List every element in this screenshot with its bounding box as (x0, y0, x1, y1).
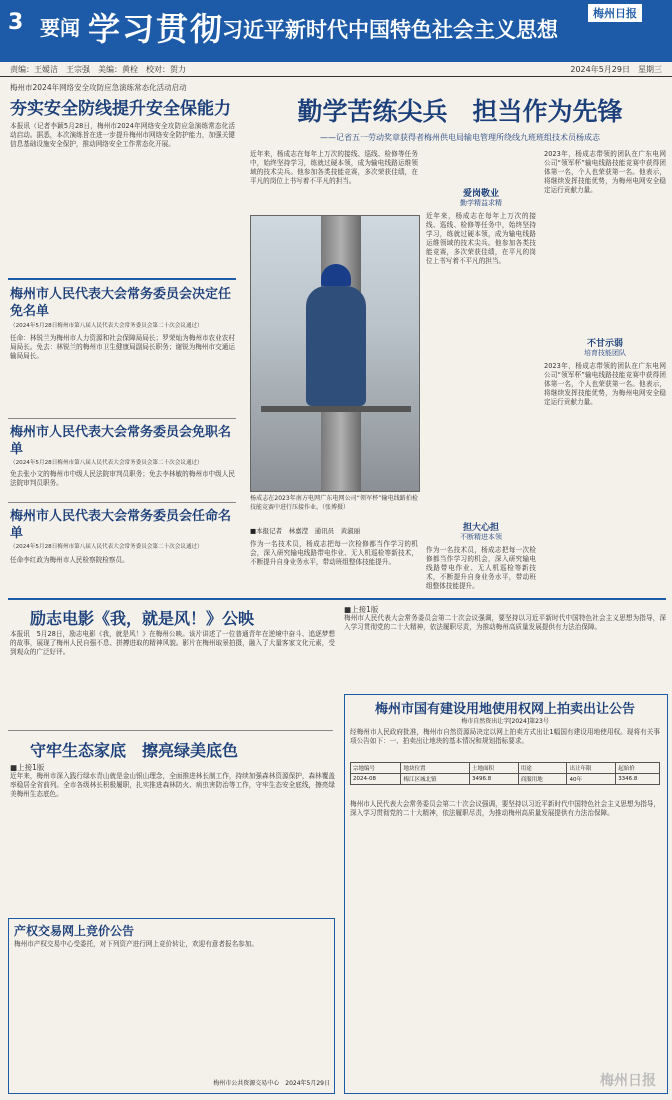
sub1-title: 爱岗敬业 (462, 189, 499, 199)
lead-body-col2b: 作为一名技术员，杨成志把每一次检修都当作学习的机会，深入研究输电线路带电作业、无人机巡检等新技术，不断提升自身业务水平，带动班组整体技能提升。 (426, 546, 536, 590)
watermark: 梅州日报 (600, 1073, 656, 1089)
table-cell: 3346.8 (616, 774, 660, 785)
auction-headline: 产权交易网上竞价公告 (14, 924, 135, 938)
divider (8, 418, 236, 419)
divider (8, 278, 236, 280)
film-headline: 励志电影《我，就是风！》公映 (30, 609, 255, 628)
ecology-headline: 守牢生态家底 擦亮绿美底色 (30, 741, 239, 760)
worker-helmet-shape (321, 264, 351, 286)
lead-body-col3: 2023年，杨成志带领的团队在广东电网公司“领军杯”输电线路技能竞赛中获得团体第一名，个人也荣获第一名。他表示，将继续发挥技能优势，为梅州电网安全稳定运行贡献力量。 (544, 150, 666, 194)
appoint3-note: （2024年5月28日梅州市第八届人民代表大会常务委员会第二十次会议通过） (10, 544, 203, 550)
land-body: 经梅州市人民政府批准，梅州市自然资源局决定以网上拍卖方式出让1幅国有建设用地使用权。现将有关事项公告如下：一、拍卖出让地块的基本情况和规划指标要求。 (350, 728, 660, 745)
lead-byline: ■本报记者 林嘉滢 通讯员 黄淑丽 (250, 527, 361, 535)
lead-body-col3b: 2023年，杨成志带领的团队在广东电网公司“领军杯”输电线路技能竞赛中获得团体第一名，个人也荣获第一名。他表示，将继续发挥技能优势，为梅州电网安全稳定运行贡献力量。 (544, 362, 666, 406)
page-banner (0, 0, 672, 62)
appoint3-body: 任命李红政为梅州市人民检察院检察员。 (10, 556, 129, 564)
sub2-title: 不甘示弱 (586, 339, 623, 349)
table-cell: 起始价 (616, 763, 660, 774)
film-body: 本报讯 5月28日，励志电影《我，就是风！》在梅州公映。该片讲述了一位普通青年在逆境中奋斗、追逐梦想的故事，展现了梅州人民自强不息、拼搏进取的精神风貌。影片在梅州取景拍摄，融入了大量客家文化元素，受到观众的广泛好评。 (10, 630, 335, 656)
continue-kicker: ■上接1版 (344, 605, 379, 614)
page-number: 3 (8, 10, 24, 35)
table-cell: 梅江区城北镇 (401, 774, 470, 785)
divider (8, 730, 333, 731)
lead-photo (250, 215, 420, 492)
land-body-detail: 梅州市人民代表大会常务委员会第二十次会议强调，要坚持以习近平新时代中国特色社会主义思想为指导，深入学习贯彻党的二十大精神，依法履职尽责，为推动梅州高质量发展提供有力法治保障。 (350, 800, 660, 817)
lead-headline: 勤学苦练尖兵 担当作为先锋 (297, 97, 623, 126)
divider (8, 598, 666, 600)
appoint2-note: （2024年5月28日梅州市第八届人民代表大会常务委员会第二十次会议通过） (10, 460, 203, 466)
appoint3-headline: 梅州市人民代表大会常务委员会任命名单 (10, 509, 232, 541)
sub2-sub: 培育技能团队 (584, 349, 626, 357)
table-cell: 3496.8 (470, 774, 519, 785)
lead-subhead: ——记省五一劳动奖章获得者梅州供电局输电管理所绕线九班班组技术员杨成志 (320, 133, 600, 142)
table-cell: 土地面积 (470, 763, 519, 774)
table-cell: 2024-08 (351, 774, 401, 785)
continue-body: 梅州市人民代表大会常务委员会第二十次会议强调，要坚持以习近平新时代中国特色社会主义思想为指导，深入学习贯彻党的二十大精神，依法履职尽责，为推动梅州高质量发展提供有力法治保障。 (344, 614, 666, 631)
land-headline: 梅州市国有建设用地使用权网上拍卖出让公告 (374, 702, 635, 717)
table-cell: 40年 (567, 774, 616, 785)
appoint2-headline: 梅州市人民代表大会常务委员会免职名单 (10, 425, 232, 457)
worker-shape (306, 286, 366, 406)
sub3-title: 担大心担 (462, 523, 499, 533)
ecology-body: 近年来，梅州市深入践行绿水青山就是金山银山理念，全面推进林长制工作，持续加强森林资源保护，森林覆盖率稳居全省前列。全市各级林长积极履职，扎实推进森林防火、病虫害防治等工作，守牢生态安全底线，擦亮绿美梅州生态底色。 (10, 772, 335, 798)
sub3-sub: 不断精进本领 (460, 533, 502, 541)
table-cell: 用途 (518, 763, 567, 774)
appoint1-body: 任命：林锐兰为梅州市人力资源和社会保障局局长；罗荣灿为梅州市农业农村局局长。免去：林锐兰的梅州市卫生健康局副局长职务；谢锐为梅州市交通运输局局长。 (10, 334, 235, 360)
table-cell: 地块位置 (401, 763, 470, 774)
auction-footer: 梅州市公共资源交易中心 2024年5月29日 (213, 1080, 330, 1087)
crossarm-shape (261, 406, 411, 412)
table-row (351, 763, 660, 774)
land-note: 梅市自然资出让字[2024]第23号 (461, 718, 549, 725)
lead-body-tail: 作为一名技术员，杨成志把每一次检修都当作学习的机会，深入研究输电线路带电作业、无人机巡检等新技术，不断提升自身业务水平，带动班组整体技能提升。 (250, 540, 418, 566)
lead-body-col2: 近年来，杨成志在每年上万次的接线、巡线、检修等任务中，始终坚持学习，练就过硬本领，成为输电线路运维领域的技术尖兵。他参加各类技能竞赛，多次荣获佳绩，在平凡的岗位上书写着不平凡的担当。 (426, 212, 536, 265)
newspaper-logo: 梅州日报 (588, 4, 642, 22)
sub1-sub: 勤学精益求精 (460, 199, 502, 207)
network-kicker: 梅州市2024年网络安全攻防应急演练常态化活动启动 (10, 83, 187, 92)
auction-body: 梅州市产权交易中心受委托，对下列资产进行网上竞价转让，欢迎有意者报名参加。 (14, 940, 258, 948)
network-headline: 夯实安全防线提升安全保能力 (10, 99, 231, 119)
table-row (351, 774, 660, 785)
lead-body-intro: 近年来，杨成志在每年上万次的接线、巡线、检修等任务中，始终坚持学习，练就过硬本领，成为输电线路运维领域的技术尖兵。他参加各类技能竞赛，多次荣获佳绩，在平凡的岗位上书写着不平凡的担当。 (250, 150, 418, 185)
photo-caption: 杨成志在2023年南方电网广东电网公司“领军杯”输电线路拍检技能竞赛中进行压接作业。（张博摄） (250, 495, 418, 511)
divider (8, 502, 236, 503)
appoint2-body: 免去张小文的梅州市中级人民法院审判员职务；免去李林敏的梅州市中级人民法院审判员职务。 (10, 470, 235, 487)
appoint1-headline: 梅州市人民代表大会常务委员会决定任免名单 (10, 287, 232, 319)
issue-date: 2024年5月29日 星期三 (570, 65, 662, 74)
meta-bar (0, 62, 672, 77)
appoint1-note: （2024年5月28日梅州市第八届人民代表大会常务委员会第二十次会议通过） (10, 323, 203, 329)
column-theme: 习近平新时代中国特色社会主义思想 (222, 17, 558, 42)
ecology-kicker: ■上接1版 (10, 763, 45, 772)
section-name: 要闻 (40, 16, 80, 40)
table-cell: 宗地编号 (351, 763, 401, 774)
land-table (350, 762, 660, 785)
column-brand: 学习贯彻 (88, 10, 225, 48)
editors: 责编：王嫒洁 王宗强 美编：黄栓 校对：贺力 (10, 65, 186, 74)
table-cell: 商服用地 (518, 774, 567, 785)
network-body: 本报讯（记者李颖5月28日，梅州市2024年网络安全攻防应急演练常态化活动启动。据悉，本次演练旨在进一步提升梅州市网络安全防护能力，加强关键信息基础设施安全保护，推动网络安全工作常态化开展。 (10, 122, 235, 148)
table-cell: 出让年限 (567, 763, 616, 774)
